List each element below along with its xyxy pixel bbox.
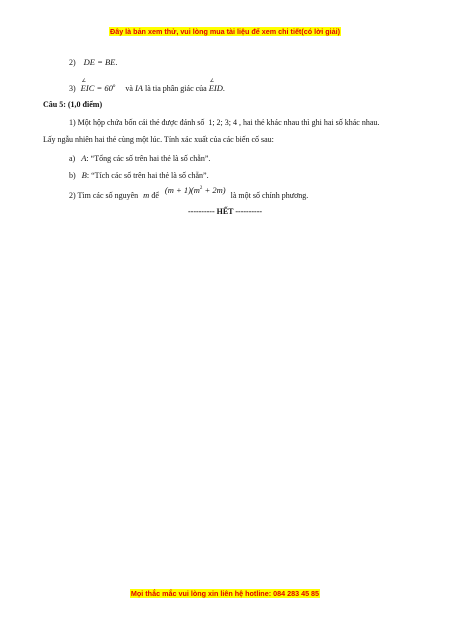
part-2-variable: m — [143, 190, 150, 200]
item-3-number: 3) — [69, 84, 76, 93]
part-2-exponent: 2 — [199, 186, 203, 191]
item-3-equals: = 60 — [94, 83, 113, 93]
part-1-continued: Lấy ngẫu nhiên hai thẻ cùng một lúc. Tính xác xuất của các biến cố sau: — [43, 135, 274, 144]
item-3-text: là tia phân giác của — [142, 84, 209, 93]
part-2 — [69, 185, 309, 201]
question-5-title-text: Câu 5: (1,0 điểm) — [43, 100, 103, 109]
hotline-banner — [0, 589, 450, 598]
event-a-label: a) — [69, 154, 76, 163]
item-3-end: . — [222, 84, 225, 93]
item-3-and: và — [123, 84, 135, 93]
part-2-expr-a: (m + 1) — [164, 185, 191, 195]
end-marker-text: ---------- HẾT ---------- — [187, 207, 263, 216]
part-2-expr-c: + 2m) — [202, 185, 226, 195]
end-marker — [0, 207, 450, 217]
part-1-tail: , hai thẻ khác nhau thì ghi hai số khác nhau. — [239, 118, 380, 127]
event-a-text: : “Tổng các số trên hai thẻ là số chẵn”. — [86, 154, 211, 163]
event-b-text: : “Tích các số trên hai thẻ là số chẵn”. — [86, 171, 209, 180]
event-a — [69, 153, 210, 164]
part-2-lead: 2) Tìm các số nguyên — [69, 191, 141, 200]
item-3-angle-eid: ∠ EID — [209, 83, 223, 93]
hotline-banner-text: Mọi thắc mắc vui lòng xin liên hệ hotline: 084 283 45 85 — [130, 589, 320, 598]
part-2-expression — [165, 185, 226, 195]
part-2-expr-b: (m — [190, 185, 200, 195]
item-3 — [69, 82, 225, 94]
part-2-tail: là một số chính phương. — [228, 191, 309, 200]
preview-banner — [0, 27, 450, 36]
preview-banner-text: Đây là bản xem thử, vui lòng mua tài liệu để xem chi tiết(có lời giải) — [110, 27, 340, 36]
event-b-label: b) — [69, 171, 76, 180]
part-2-de: để — [149, 191, 161, 200]
item-3-degree: o — [112, 84, 116, 89]
item-2-expression: DE = BE — [83, 57, 116, 67]
item-3-angle-eic: ∠ EIC — [81, 83, 95, 93]
item-3-ia: IA — [134, 83, 143, 93]
event-a-variable: A — [81, 153, 87, 163]
part-1-lead: 1) Một hộp chứa bốn cái thẻ được đánh số — [69, 118, 207, 127]
item-2 — [69, 57, 117, 68]
question-5-title — [43, 100, 102, 110]
item-2-end: . — [115, 58, 118, 67]
item-2-number: 2) — [69, 58, 76, 67]
event-b — [69, 170, 209, 181]
part-1-numbers: 1; 2; 3; 4 — [208, 118, 237, 127]
event-b-variable: B — [81, 170, 87, 180]
part-1 — [69, 118, 379, 128]
